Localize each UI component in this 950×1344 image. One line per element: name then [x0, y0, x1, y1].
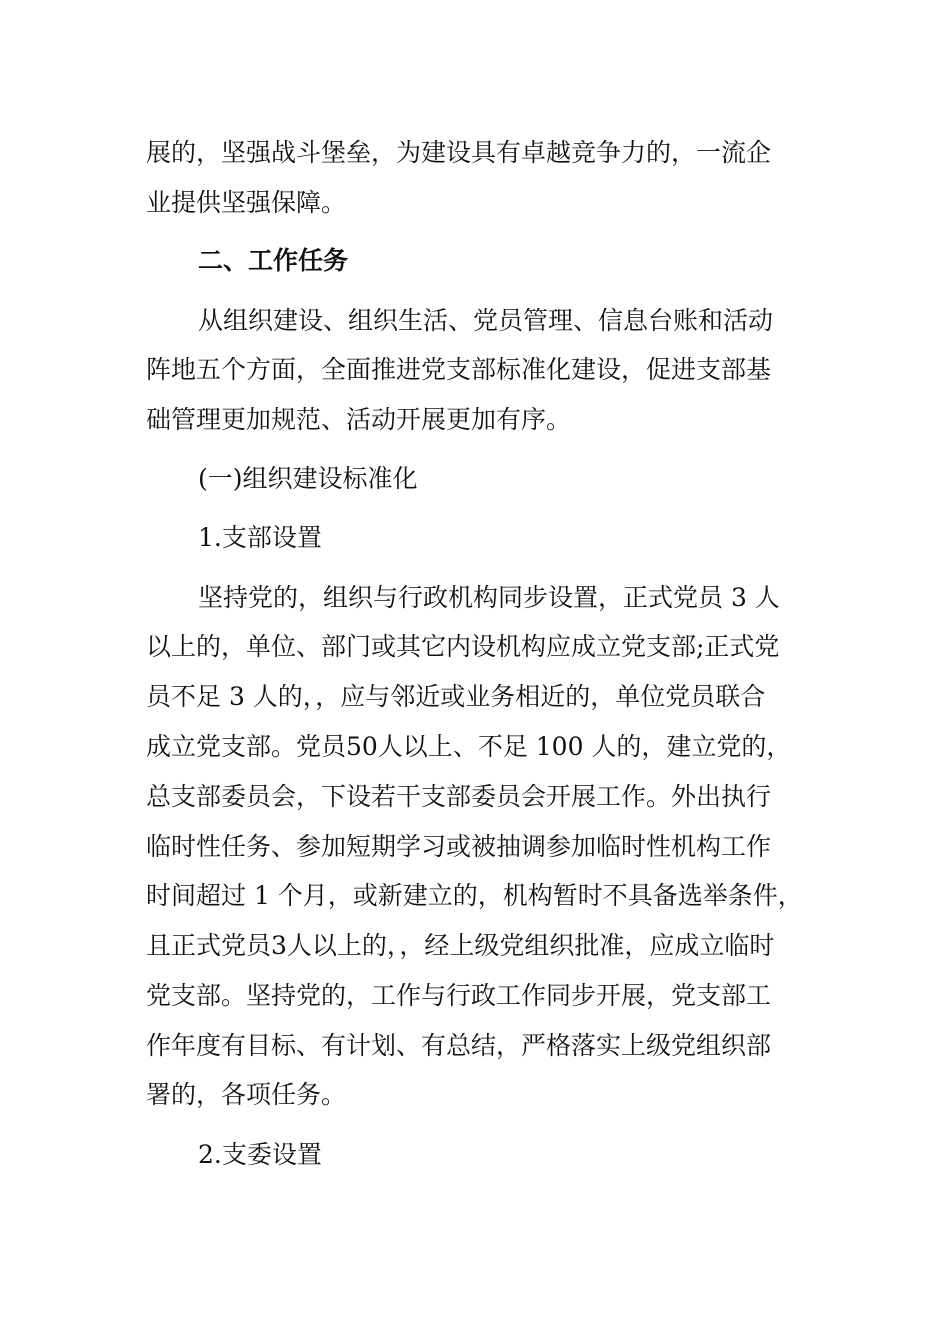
item1-line-3: 员不足 3 人的，，应与邻近或业务相近的，单位党员联合 — [146, 682, 766, 711]
item1-line-8: 且正式党员3人以上的，，经上级党组织批准，应成立临时 — [146, 931, 775, 960]
item1-line-5: 总支部委员会，下设若干支部委员会开展工作。外出执行 — [146, 782, 772, 811]
item2-heading: 2.支委设置 — [198, 1140, 322, 1169]
intro-line-2: 业提供坚强保障。 — [146, 188, 347, 217]
tasks-line-3: 础管理更加规范、活动开展更加有序。 — [146, 405, 572, 434]
item1-line-7: 时间超过 1 个月，或新建立的，机构暂时不具备选举条件， — [146, 881, 803, 910]
item1-heading: 1.支部设置 — [198, 523, 322, 552]
intro-line-1: 展的，坚强战斗堡垒，为建设具有卓越竞争力的，一流企 — [146, 138, 772, 167]
item1-line-9: 党支部。坚持党的，工作与行政工作同步开展，党支部工 — [146, 981, 772, 1010]
section-heading: 二、工作任务 — [198, 246, 349, 275]
item1-line-11: 署的，各项任务。 — [146, 1080, 347, 1109]
item1-line-1: 坚持党的，组织与行政机构同步设置，正式党员 3 人 — [198, 583, 780, 612]
item1-line-2: 以上的，单位、部门或其它内设机构应成立党支部;正式党 — [146, 632, 780, 661]
tasks-line-1: 从组织建设、组织生活、党员管理、信息台账和活动 — [198, 306, 774, 335]
item1-line-10: 作年度有目标、有计划、有总结，严格落实上级党组织部 — [146, 1031, 772, 1060]
tasks-line-2: 阵地五个方面，全面推进党支部标准化建设，促进支部基 — [146, 355, 772, 384]
subsection-heading: (一)组织建设标准化 — [198, 464, 418, 493]
item1-line-6: 临时性任务、参加短期学习或被抽调参加临时性机构工作 — [146, 832, 772, 861]
item1-line-4: 成立党支部。党员50人以上、不足 100 人的，建立党的， — [146, 732, 792, 761]
